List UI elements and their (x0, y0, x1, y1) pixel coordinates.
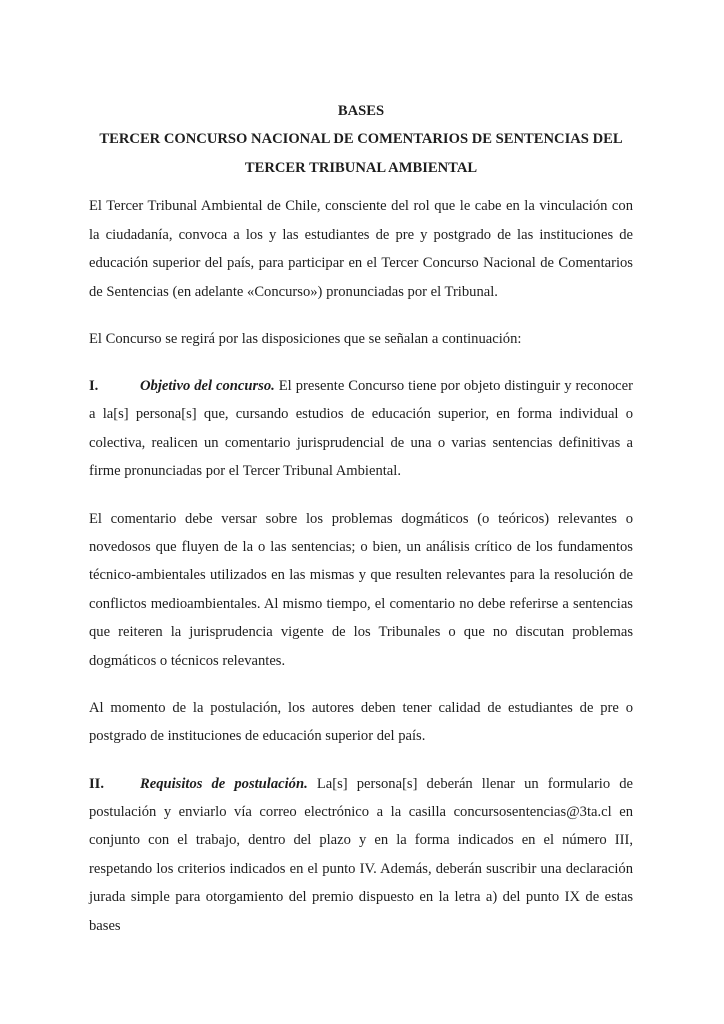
paragraph-student-status: Al momento de la postulación, los autores deben tener calidad de estudiantes de pre o postgrado de instituciones de educación superior del país. (89, 699, 633, 745)
section-i-heading: Objetivo del concurso. (140, 378, 275, 394)
document-title (89, 97, 633, 182)
section-ii-heading: Requisitos de postulación. (140, 775, 308, 792)
section-ii-marker: II. (89, 775, 105, 792)
paragraph-lead-in: El Concurso se regirá por las disposiciones que se señalan a continuación: (89, 330, 522, 347)
section-ii-text: La[s] persona[s] deberán llenar un formulario de postulación y enviarlo vía correo electrónico a la casilla concursosentencias@3ta.cl en conjunto con el trabajo, dentro del plazo y en la forma indicados en el número III, respetando los criterios indicados en el punto IV. Además, deberán suscribir una declaración jurada simple para otorgamiento del premio dispuesto en la letra a) del punto IX de estas bases (89, 775, 633, 934)
paragraph-intro: El Tercer Tribunal Ambiental de Chile, consciente del rol que le cabe en la vinculación con la ciudadanía, convoca a los y las estudiantes de pre y postgrado de las instituciones de educación superior del país, para participar en el Tercer Concurso Nacional de Comentarios de Sentencias (en adelante «Concurso») pronunciadas por el Tribunal. (89, 198, 633, 300)
section-i-text: El presente Concurso tiene por objeto distinguir y reconocer a la[s] persona[s] que, cursando estudios de educación superior, en forma individual o colectiva, realicen un comentario jurisprudencial de una o varias sentencias definitivas a firme pronunciadas por el Tercer Tribunal Ambiental. (89, 378, 633, 480)
section-i-marker: I. (89, 378, 99, 394)
title-line-2: TERCER CONCURSO NACIONAL DE COMENTARIOS DE SENTENCIAS DEL (99, 131, 623, 148)
title-line-1: BASES (337, 103, 385, 119)
title-line-3: TERCER TRIBUNAL AMBIENTAL (244, 159, 478, 176)
paragraph-comment-scope: El comentario debe versar sobre los problemas dogmáticos (o teóricos) relevantes o novedosos que fluyen de la o las sentencias; o bien, un análisis crítico de los fundamentos técnico-ambientales utilizados en las mismas y que resulten relevantes para la resolución de conflictos medioambientales. Al mismo tiempo, el comentario no debe referirse a sentencias que reiteren la jurisprudencia vigente de los Tribunales o que no discutan problemas dogmáticos o técnicos relevantes. (89, 510, 633, 669)
section-i-paragraph (89, 372, 633, 486)
section-ii-paragraph (89, 770, 633, 941)
